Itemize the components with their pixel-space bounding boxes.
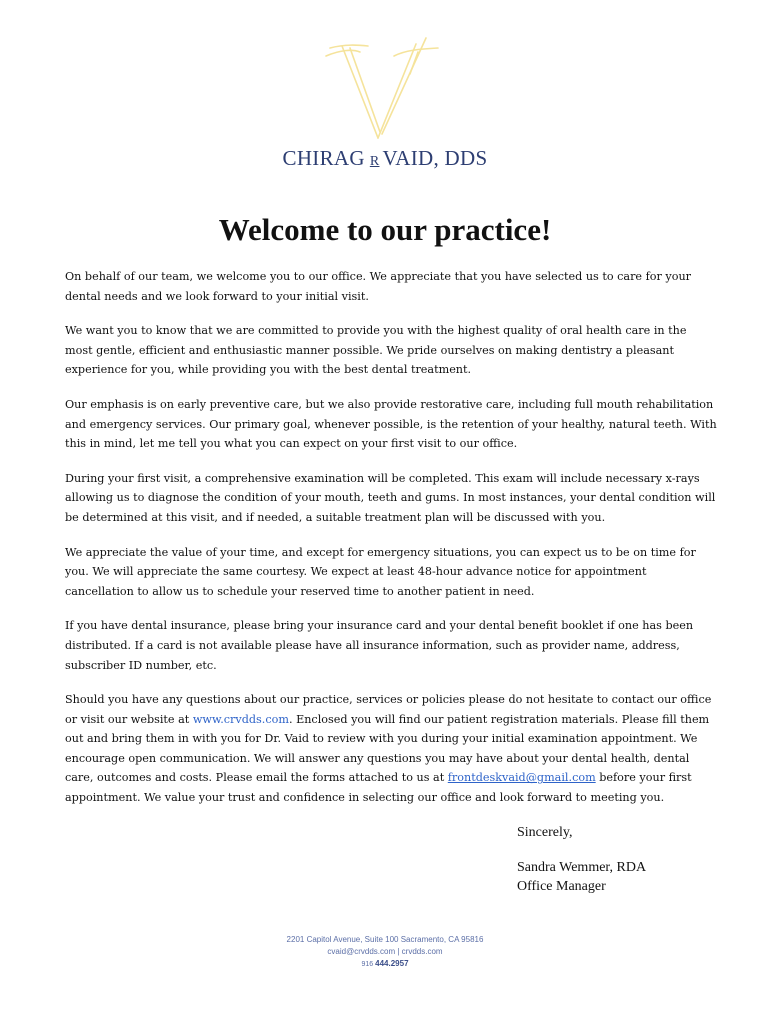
footer-contact: [0, 946, 770, 958]
questions-text-middle: . Enclosed you will find our patient registration materials. Please fill them out and bring them in with you for Dr. Vaid to review with you during your initial examination appointment. We encourage open communication. We will answer any questions you may have about your dental health, dental care, outcomes and costs. Please email the forms attached to us at: [65, 712, 710, 785]
signer-role: Office Manager: [517, 879, 606, 894]
paragraph-welcome: On behalf of our team, we welcome you to our office. We appreciate that you have selected us to care for your dental needs and we look forward to your initial visit.: [65, 270, 691, 303]
footer-address: 2201 Capitol Avenue, Suite 100 Sacramento, CA 95816: [286, 935, 484, 944]
footer-phone: 444.2957: [375, 959, 409, 968]
paragraph-questions: [65, 690, 717, 808]
paragraph-insurance: If you have dental insurance, please bring your insurance card and your dental benefit booklet if one has been distributed. If a card is not available please have all insurance information, such as provider name, address, subscriber ID number, etc.: [65, 619, 694, 672]
crv-monogram-logo: [320, 34, 440, 146]
practice-name: [0, 146, 770, 171]
paragraph-time: We appreciate the value of your time, and except for emergency situations, you can expect us to be on time for you. We will appreciate the same courtesy. We expect at least 48-hour advance notice for appointment cancellation to allow us to schedule your reserved time to another patient in need.: [65, 545, 696, 598]
website-link[interactable]: www.crvdds.com: [192, 712, 289, 726]
page-title: Welcome to our practice!: [218, 212, 552, 247]
questions-text-end: before your first appointment. We value your trust and confidence in selecting our office and look forward to meeting you.: [65, 771, 692, 805]
footer-separator: |: [397, 947, 400, 956]
paragraph-commitment: We want you to know that we are committed to provide you with the highest quality of oral health care in the most gentle, efficient and enthusiastic manner possible. We pride ourselves on making dentistry a pleasant experience for you, while providing you with the best dental treatment.: [65, 324, 687, 377]
footer-email: cvaid@crvdds.com: [327, 947, 396, 956]
paragraph-emphasis: Our emphasis is on early preventive care, but we also provide restorative care, including full mouth rehabilitation and emergency services. Our primary goal, whenever possible, is the retention of your healthy, natural teeth. With this in mind, let me tell you what you can expect on your first visit to our office.: [65, 397, 717, 451]
brand-first-name: CHIRAG: [282, 146, 365, 170]
footer: [0, 934, 770, 971]
valediction: Sincerely,: [517, 825, 573, 840]
footer-phone-line: [0, 958, 770, 971]
questions-text-start: Should you have any questions about our practice, services or policies please do not hesitate to contact our office or visit our website at: [65, 693, 712, 726]
email-link[interactable]: frontdeskvaid@gmail.com: [447, 771, 596, 785]
footer-website: crvdds.com: [401, 947, 443, 956]
brand-last-name: VAID, DDS: [382, 146, 488, 170]
signature-block: [517, 823, 646, 896]
letter-body: [65, 267, 717, 823]
phone-icon: 916: [361, 961, 374, 968]
brand-middle-initial: R: [369, 154, 380, 169]
signer-name: Sandra Wemmer, RDA: [517, 860, 647, 875]
paragraph-first-visit: During your first visit, a comprehensive examination will be completed. This exam will include necessary x-rays allowing us to diagnose the condition of your mouth, teeth and gums. In most instances, your dental condition will be determined at this visit, and if needed, a suitable treatment plan will be discussed with you.: [65, 471, 716, 524]
